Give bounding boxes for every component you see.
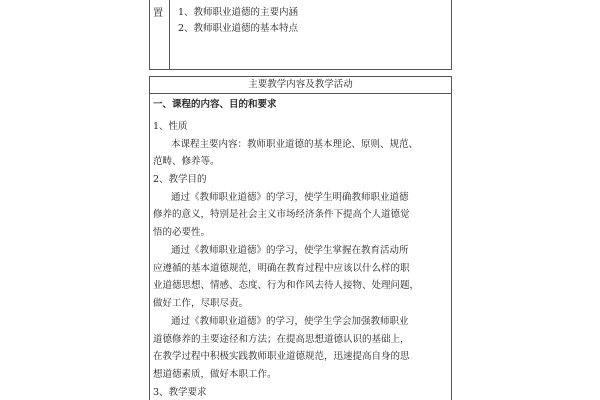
content-line: 修养的意义，特别是社会主义市场经济条件下提高个人道德觉 xyxy=(153,209,410,220)
top-table xyxy=(149,0,452,70)
top-item-2: 2、教师职业道德的基本特点 xyxy=(178,23,299,34)
content-line: 道德修养的主要途径和方法；在提高思想道德认识的基础上， xyxy=(153,334,410,345)
content-line: 1、性质 xyxy=(153,121,188,132)
content-line: 通过《教师职业道德》的学习，使学生掌握在教育活动所 xyxy=(171,245,409,256)
top-item-1: 1、教师职业道德的主要内涵 xyxy=(178,7,299,18)
content-line: 应遵循的基本道德规范，明确在教育过程中应该以什么样的职 xyxy=(153,263,410,274)
top-left-label: 置 xyxy=(153,8,163,19)
content-line: 做好工作，尽职尽责。 xyxy=(153,298,249,309)
main-table xyxy=(149,76,452,400)
content-area xyxy=(150,94,451,400)
content-line: 悟的必要性。 xyxy=(153,227,211,238)
content-line: 一、课程的内容、目的和要求 xyxy=(153,99,277,110)
content-line: 3、教学要求 xyxy=(153,387,207,398)
content-line: 通过《教师职业道德》的学习，使学生明确教师职业道德 xyxy=(171,192,409,203)
main-header: 主要教学内容及教学活动 xyxy=(150,77,451,94)
top-left-cell xyxy=(150,0,170,69)
content-line: 2、教学目的 xyxy=(153,174,207,185)
content-line: 想道德素质，做好本职工作。 xyxy=(153,369,277,380)
content-line: 业道德思想、情感、态度、行为和作风去待人接物、处理问题， xyxy=(153,280,420,291)
content-line: 通过《教师职业道德》的学习，使学生学会加强教师职业 xyxy=(171,316,409,327)
top-right-cell xyxy=(170,0,451,69)
content-line: 本课程主要内容：教师职业道德的基本理论、原则、规范、 xyxy=(171,139,419,150)
content-line: 在教学过程中积极实践教师职业道德规范，迅速提高自身的思 xyxy=(153,351,410,362)
content-line: 范畴、修养等。 xyxy=(153,156,220,167)
